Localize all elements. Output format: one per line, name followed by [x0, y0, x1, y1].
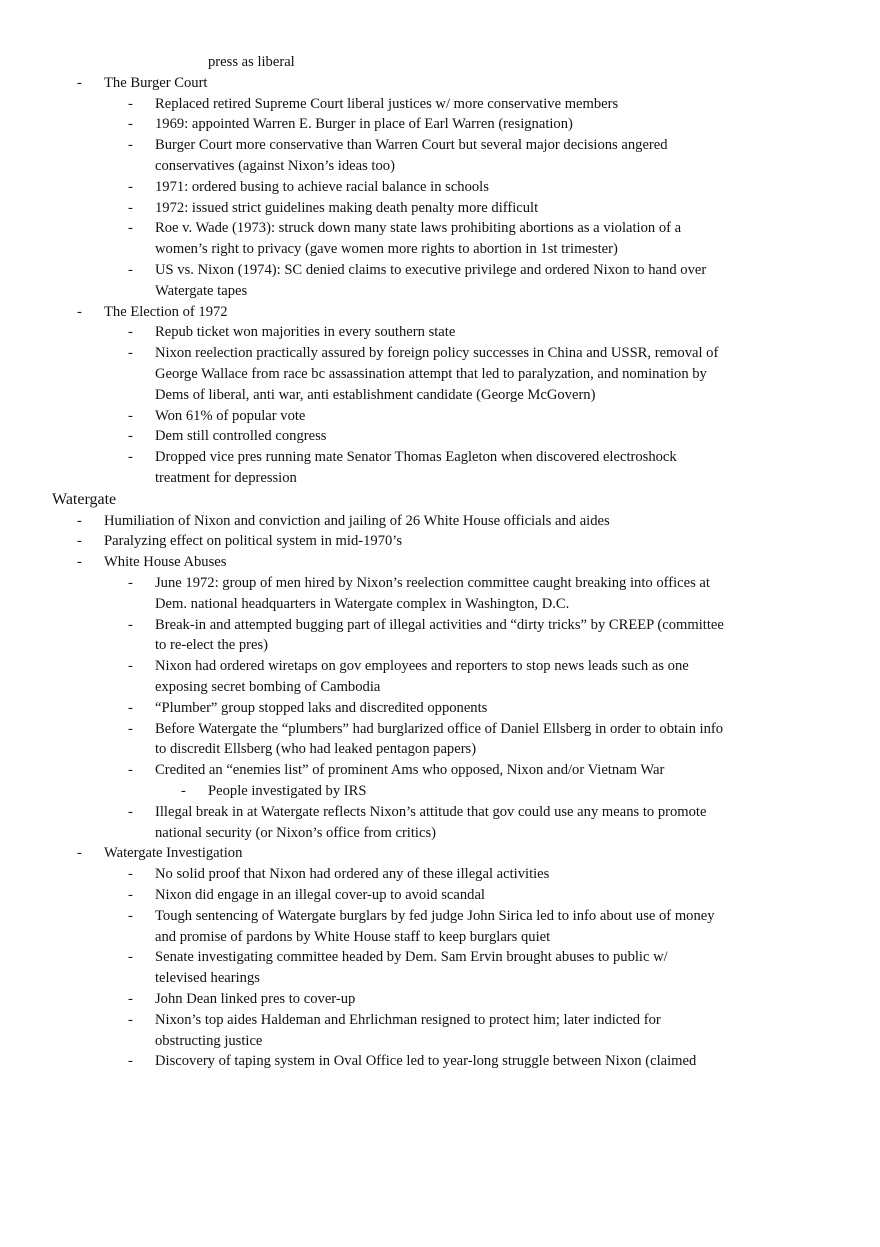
list-item: Humiliation of Nixon and conviction and jailing of 26 White House officials and aides: [104, 512, 610, 529]
bullet-dash: -: [128, 699, 133, 716]
list-item: Paralyzing effect on political system in mid-1970’s: [104, 533, 403, 550]
bullet-dash: -: [128, 1053, 133, 1070]
list-item: Senate investigating committee headed by Dem. Sam Ervin brought abuses to public w/: [155, 949, 668, 966]
list-item: Dem still controlled congress: [155, 428, 327, 445]
section-title-burger-court: The Burger Court: [104, 74, 208, 91]
list-item: Nixon had ordered wiretaps on gov employees and reporters to stop news leads such as one: [155, 658, 689, 675]
bullet-dash: -: [128, 949, 133, 966]
list-item: televised hearings: [155, 970, 260, 987]
list-item: Discovery of taping system in Oval Office led to year-long struggle between Nixon (claimed: [155, 1053, 697, 1070]
list-item: women’s right to privacy (gave women more rights to abortion in 1st trimester): [155, 241, 618, 258]
bullet-dash: -: [128, 887, 133, 903]
bullet-dash: -: [128, 220, 133, 237]
list-item: Dems of liberal, anti war, anti establishment candidate (George McGovern): [155, 386, 596, 403]
bullet-dash: -: [128, 762, 133, 779]
list-item: 1969: appointed Warren E. Burger in place of Earl Warren (resignation): [155, 116, 573, 133]
list-item: Credited an “enemies list” of prominent Ams who opposed, Nixon and/or Vietnam War: [155, 762, 665, 779]
bullet-dash: -: [128, 345, 133, 362]
list-item: Before Watergate the “plumbers” had burglarized office of Daniel Ellsberg in order to obtain info: [155, 720, 724, 737]
bullet-dash: -: [128, 428, 133, 445]
list-item: “Plumber” group stopped laks and discredited opponents: [155, 699, 488, 716]
list-item: Nixon did engage in an illegal cover-up to avoid scandal: [155, 887, 485, 903]
bullet-dash: -: [77, 845, 82, 862]
heading-watergate: Watergate: [52, 490, 117, 508]
bullet-dash: -: [128, 720, 133, 737]
bullet-dash: -: [128, 449, 133, 466]
list-item: Dem. national headquarters in Watergate complex in Washington, D.C.: [155, 595, 570, 612]
list-item: Roe v. Wade (1973): struck down many state laws prohibiting abortions as a violation of a: [155, 220, 682, 237]
list-item: 1972: issued strict guidelines making death penalty more difficult: [155, 199, 539, 216]
bullet-dash: -: [77, 533, 82, 550]
section-title-watergate-investigation: Watergate Investigation: [104, 845, 243, 862]
list-item: Nixon’s top aides Haldeman and Ehrlichman resigned to protect him; later indicted for: [155, 1011, 661, 1028]
bullet-dash: -: [128, 991, 133, 1007]
bullet-dash: -: [128, 803, 133, 820]
list-item: Illegal break in at Watergate reflects Nixon’s attitude that gov could use any means to promote: [155, 803, 707, 820]
bullet-dash: -: [128, 137, 133, 154]
section-title-white-house-abuses: White House Abuses: [104, 554, 227, 571]
section-title-election-1972: The Election of 1972: [104, 303, 228, 320]
bullet-dash: -: [128, 199, 133, 216]
list-item: US vs. Nixon (1974): SC denied claims to executive privilege and ordered Nixon to hand over: [155, 262, 707, 278]
bullet-dash: -: [128, 262, 133, 278]
bullet-dash: -: [128, 575, 133, 591]
bullet-dash: -: [128, 95, 133, 112]
list-item: George Wallace from race bc assassination attempt that led to paralyzation, and nomination by: [155, 366, 707, 382]
bullet-dash: -: [128, 658, 133, 675]
sub-list-item: People investigated by IRS: [208, 783, 367, 799]
list-item: Nixon reelection practically assured by foreign policy successes in China and USSR, removal of: [155, 345, 719, 362]
bullet-dash: -: [128, 1011, 133, 1028]
bullet-dash: -: [77, 303, 82, 320]
list-item: to re-elect the pres): [155, 637, 269, 654]
list-item: Watergate tapes: [155, 282, 248, 299]
list-item: Break-in and attempted bugging part of illegal activities and “dirty tricks” by CREEP (committee: [155, 616, 724, 633]
bullet-dash: -: [128, 407, 133, 424]
list-item: 1971: ordered busing to achieve racial balance in schools: [155, 178, 489, 195]
list-item: national security (or Nixon’s office from critics): [155, 824, 436, 841]
list-item: Repub ticket won majorities in every southern state: [155, 324, 456, 341]
bullet-dash: -: [128, 178, 133, 195]
list-item: Dropped vice pres running mate Senator Thomas Eagleton when discovered electroshock: [155, 449, 677, 466]
bullet-dash: -: [77, 554, 82, 571]
bullet-dash: -: [77, 512, 82, 529]
bullet-dash: -: [128, 907, 133, 924]
list-item: to discredit Ellsberg (who had leaked pentagon papers): [155, 741, 477, 758]
list-item: conservatives (against Nixon’s ideas too): [155, 158, 395, 174]
list-item: Burger Court more conservative than Warren Court but several major decisions angered: [155, 137, 668, 154]
list-item: Won 61% of popular vote: [155, 407, 306, 424]
bullet-dash: -: [128, 116, 133, 133]
list-item: Tough sentencing of Watergate burglars by fed judge John Sirica led to info about use of money: [155, 907, 715, 924]
list-item: John Dean linked pres to cover-up: [155, 991, 356, 1007]
bullet-dash: -: [128, 324, 133, 341]
list-item: Replaced retired Supreme Court liberal justices w/ more conservative members: [155, 95, 619, 112]
bullet-dash: -: [128, 866, 133, 883]
list-item: obstructing justice: [155, 1032, 263, 1049]
bullet-dash: -: [181, 783, 186, 799]
bullet-dash: -: [128, 616, 133, 633]
continuation-text: press as liberal: [208, 54, 295, 70]
list-item: No solid proof that Nixon had ordered any of these illegal activities: [155, 866, 550, 883]
list-item: exposing secret bombing of Cambodia: [155, 679, 381, 695]
list-item: June 1972: group of men hired by Nixon’s reelection committee caught breaking into offices at: [155, 575, 710, 591]
list-item: and promise of pardons by White House staff to keep burglars quiet: [155, 928, 551, 945]
bullet-dash: -: [77, 74, 82, 91]
list-item: treatment for depression: [155, 470, 297, 486]
